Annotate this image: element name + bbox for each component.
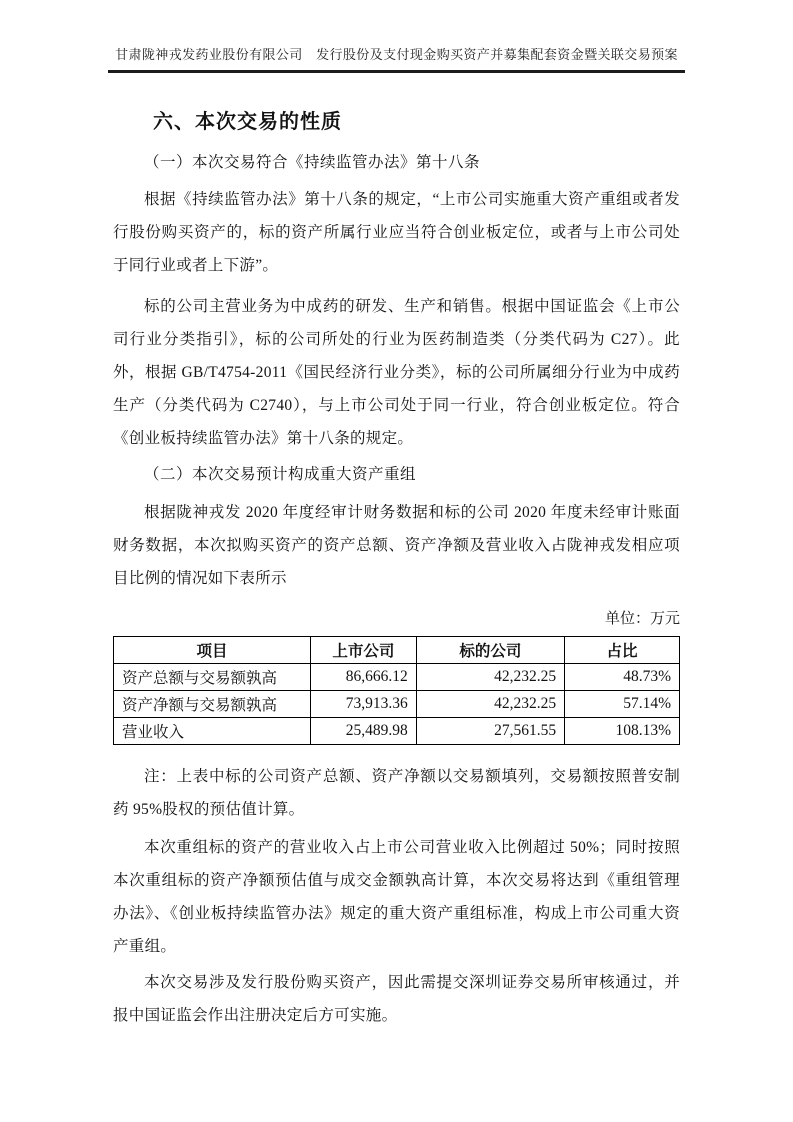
col-header-ratio: 占比 xyxy=(565,637,680,664)
cell-value: 86,666.12 xyxy=(310,664,416,691)
header-title: 甘肃陇神戎发药业股份有限公司 发行股份及支付现金购买资产并募集配套资金暨关联交易预案 xyxy=(115,47,678,62)
table-row xyxy=(114,718,680,745)
paragraph-table-note: 注：上表中标的公司资产总额、资产净额以交易额填列，交易额按照普安制药 95%股权的预估值计算。 xyxy=(113,768,680,818)
row-label-net-assets: 资产净额与交易额孰高 xyxy=(114,691,311,718)
subsection-1-title: （一）本次交易符合《持续监管办法》第十八条 xyxy=(144,154,481,171)
cell-value: 73,913.36 xyxy=(310,691,416,718)
cell-value: 42,232.25 xyxy=(416,664,564,691)
cell-value: 108.13% xyxy=(565,718,680,745)
paragraph-approval-requirement: 本次交易涉及发行股份购买资产，因此需提交深圳证券交易所审核通过，并报中国证监会作出注册决定后方可实施。 xyxy=(113,974,680,1024)
row-label-total-assets: 资产总额与交易额孰高 xyxy=(114,664,311,691)
cell-value: 25,489.98 xyxy=(310,718,416,745)
cell-value: 48.73% xyxy=(565,664,680,691)
subsection-2-title: （二）本次交易预计构成重大资产重组 xyxy=(144,466,417,483)
section-title: 六、本次交易的性质 xyxy=(153,111,342,133)
financial-comparison-table xyxy=(113,636,680,745)
row-label-operating-revenue: 营业收入 xyxy=(114,718,311,745)
col-header-item: 项目 xyxy=(114,637,311,664)
table-header-row xyxy=(114,637,680,664)
table-unit-label: 单位：万元 xyxy=(604,611,680,627)
paragraph-table-intro: 根据陇神戎发 2020 年度经审计财务数据和标的公司 2020 年度未经审计账面财务数据，本次拟购买资产的资产总额、资产净额及营业收入占陇神戎发相应项目比例的情况如下表所示 xyxy=(113,504,680,587)
cell-value: 42,232.25 xyxy=(416,691,564,718)
header-divider-rule xyxy=(108,70,685,73)
cell-value: 57.14% xyxy=(565,691,680,718)
col-header-target-company: 标的公司 xyxy=(416,637,564,664)
col-header-listed-company: 上市公司 xyxy=(310,637,416,664)
cell-value: 27,561.55 xyxy=(416,718,564,745)
paragraph-industry-classification: 标的公司主营业务为中成药的研发、生产和销售。根据中国证监会《上市公司行业分类指引》，标的公司所处的行业为医药制造类（分类代码为 C27）。此外，根据 GB/T4754-2011《国民经济行业分类》，标的公司所属细分行业为中成药生产（分类代码为 C2740），与上市公司处于同一行业，符合创业板定位。符合《创业板持续监管办法》第十八条的规定。 xyxy=(113,298,680,447)
paragraph-regulation-quote: 根据《持续监管办法》第十八条的规定，“上市公司实施重大资产重组或者发行股份购买资产的，标的资产所属行业应当符合创业板定位，或者与上市公司处于同行业或者上下游”。 xyxy=(113,191,680,274)
page-header xyxy=(0,0,793,73)
document-body xyxy=(0,107,793,1032)
table-row xyxy=(114,691,680,718)
table-row xyxy=(114,664,680,691)
paragraph-major-restructuring: 本次重组标的资产的营业收入占上市公司营业收入比例超过 50%；同时按照本次重组标的资产净额预估值与成交金额孰高计算，本次交易将达到《重组管理办法》、《创业板持续监管办法》规定的重大资产重组标准，构成上市公司重大资产重组。 xyxy=(113,839,680,955)
